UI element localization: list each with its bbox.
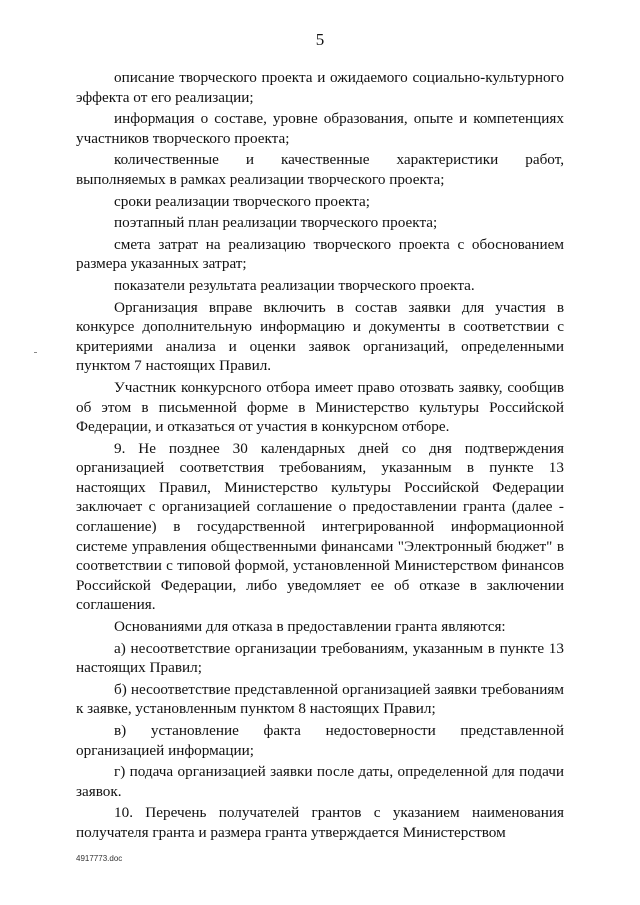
paragraph-result-indicators: показатели результата реализации творческого проекта. — [114, 276, 475, 294]
list-item-g: г) подача организацией заявки после даты, определенной для подачи заявок. — [76, 763, 564, 800]
file-name-footer: 4917773.doc — [76, 854, 123, 863]
paragraph-cost-estimate: смета затрат на реализацию творческого проекта с обоснованием размера указанных затрат; — [76, 235, 564, 273]
page-number: 5 — [315, 30, 325, 49]
paragraph-project-description: описание творческого проекта и ожидаемого социально-культурного эффекта от его реализации; — [76, 69, 564, 106]
paragraph-work-characteristics: количественные и качественные характеристики работ, выполняемых в рамках реализации творческого проекта; — [76, 151, 564, 188]
list-item-b: б) несоответствие представленной организацией заявки требованиям к заявке, установленным пунктом 8 настоящих Правил; — [76, 680, 564, 718]
document-body — [76, 68, 564, 845]
margin-mark — [34, 352, 37, 353]
paragraph-project-terms: сроки реализации творческого проекта; — [114, 192, 370, 210]
list-item-v: в) установление факта недостоверности представленной организацией информации; — [76, 722, 564, 759]
paragraph-clause-9: 9. Не позднее 30 календарных дней со дня подтверждения организацией соответствия требованиям, указанным в пункте 13 настоящих Правил, Министерство культуры Российской Федерации заключает с организацией соглашение о предоставлении гранта (далее - соглашение) в государственной интегрированной информационной системе управления общественными финансами "Электронный бюджет" в соответствии с типовой формой, установленной Министерством финансов Российской Федерации, либо уведомляет ее об отказе в заключении соглашения. — [76, 439, 564, 614]
list-item-a: а) несоответствие организации требованиям, указанным в пункте 13 настоящих Правил; — [76, 639, 564, 677]
paragraph-stage-plan: поэтапный план реализации творческого проекта; — [114, 214, 438, 232]
paragraph-clause-10: 10. Перечень получателей грантов с указанием наименования получателя гранта и размера гранта утверждается Министерством — [76, 804, 564, 841]
paragraph-refusal-grounds: Основаниями для отказа в предоставлении гранта являются: — [114, 618, 506, 636]
paragraph-withdraw-application: Участник конкурсного отбора имеет право отозвать заявку, сообщив об этом в письменной форме в Министерство культуры Российской Федерации, и отказаться от участия в конкурсном отборе. — [76, 378, 564, 436]
paragraph-additional-documents: Организация вправе включить в состав заявки для участия в конкурсе дополнительную информацию и документы в соответствии с критериями анализа и оценки заявок организаций, определенными пунктом 7 настоящих Правил. — [76, 298, 564, 375]
paragraph-participants-info: информация о составе, уровне образования, опыте и компетенциях участников творческого проекта; — [76, 110, 564, 147]
